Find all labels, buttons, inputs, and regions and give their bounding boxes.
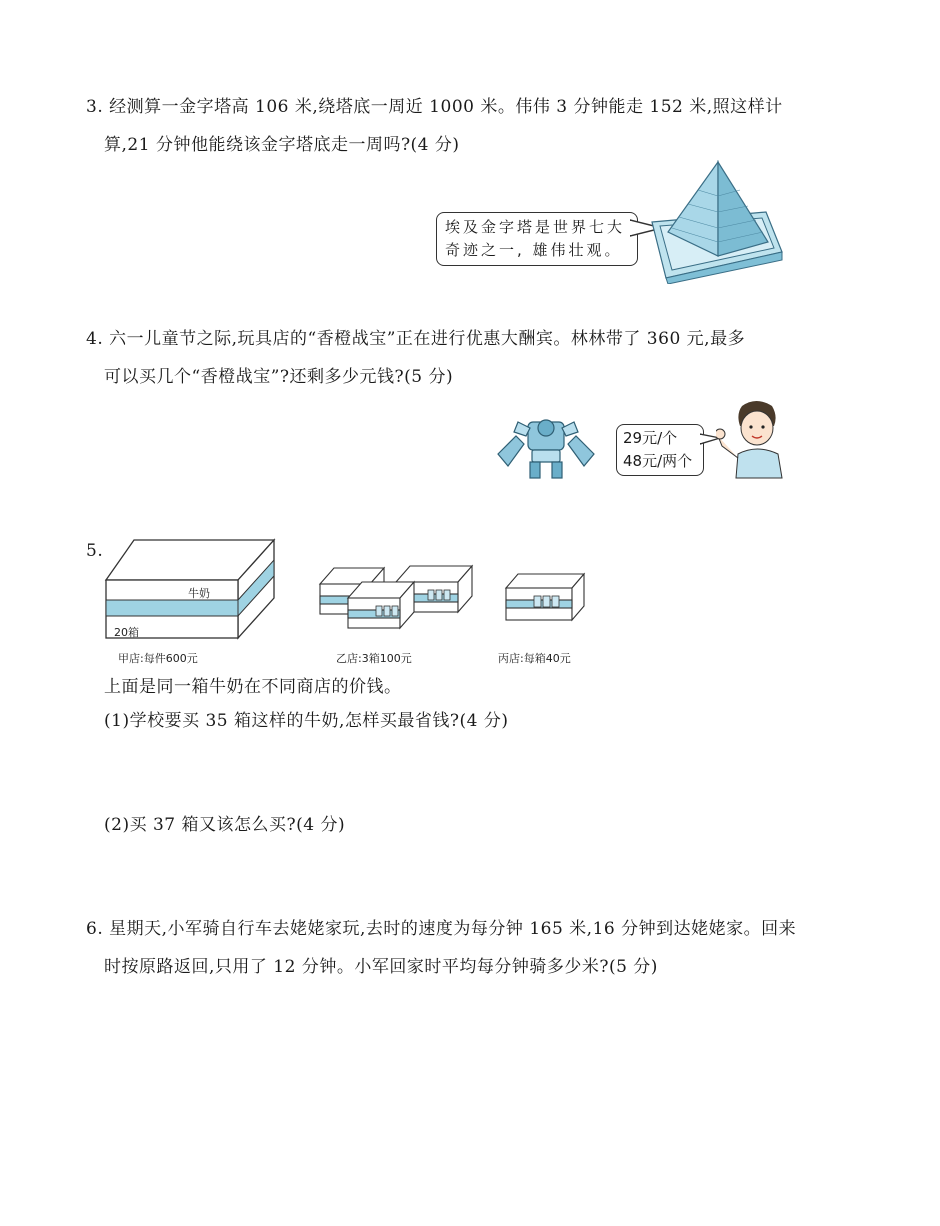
milk-box-single-illustration (504, 572, 586, 624)
question-4 (86, 320, 745, 396)
price-per-two: 48元/两个 (623, 452, 693, 470)
pyramid-speech-bubble (436, 212, 638, 266)
price-speech-bubble (616, 424, 704, 476)
question-4-line-1: 4. 六一儿童节之际,玩具店的“香橙战宝”正在进行优惠大酬宾。林林带了 360 元,最多 (86, 329, 746, 349)
question-6-line-1: 6. 星期天,小军骑自行车去姥姥家玩,去时的速度为每分钟 165 米,16 分钟到达姥姥家。回来 (86, 919, 797, 939)
question-4-line-2: 可以买几个“香橙战宝”?还剩多少元钱?(5 分) (104, 367, 454, 387)
question-3 (86, 88, 783, 164)
milk-label: 牛奶 (188, 587, 210, 600)
question-5-number: 5. (86, 541, 104, 561)
question-3-line-1: 3. 经测算一金字塔高 106 米,绕塔底一周近 1000 米。伟伟 3 分钟能走 152 米,照这样计 (86, 97, 783, 117)
question-6 (86, 910, 796, 986)
question-5-part-2: (2)买 37 箱又该怎么买?(4 分) (104, 815, 346, 835)
bubble-line-2: 奇迹之一, 雄伟壮观。 (445, 241, 623, 259)
boy-character-illustration (716, 398, 786, 480)
shop-yi-price: 乙店:3箱100元 (336, 652, 412, 665)
milk-boxes-three-illustration (318, 562, 476, 634)
question-5-part-1: (1)学校要买 35 箱这样的牛奶,怎样买最省钱?(4 分) (104, 711, 509, 731)
shop-jia-price: 甲店:每件600元 (118, 652, 198, 665)
pyramid-illustration (648, 160, 784, 284)
bubble-line-1: 埃及金字塔是世界七大 (445, 218, 626, 236)
shop-bing-price: 丙店:每箱40元 (498, 652, 571, 665)
question-3-line-2: 算,21 分钟他能绕该金字塔底走一周吗?(4 分) (104, 135, 460, 155)
price-per-one: 29元/个 (623, 429, 678, 447)
question-6-line-2: 时按原路返回,只用了 12 分钟。小军回家时平均每分钟骑多少米?(5 分) (104, 957, 658, 977)
robot-toy-illustration (494, 414, 598, 482)
question-5-intro: 上面是同一箱牛奶在不同商店的价钱。 (104, 677, 402, 697)
box-count-label: 20箱 (114, 626, 139, 639)
